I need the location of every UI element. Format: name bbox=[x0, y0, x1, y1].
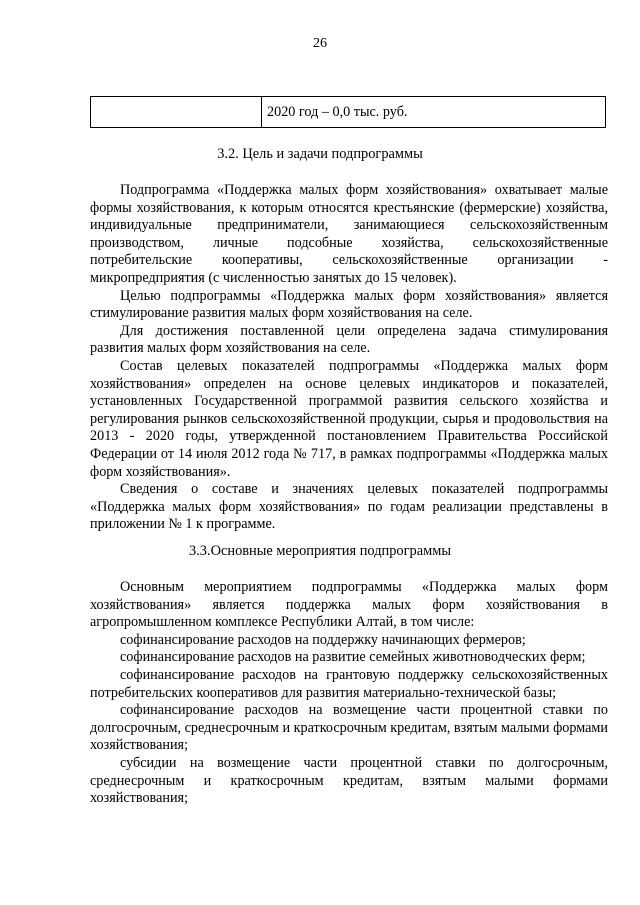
paragraph: Состав целевых показателей подпрограммы «Поддержка малых форм хозяйствования» определен на основе целевых индикаторов и показателей, установленных Государственной программой развития сельского хозяйства и регулирования рынков сельскохозяйственной продукции, сырья и продовольствия на 2013 - 2020 годы, утвержденной постановлением Правительства Российской Федерации от 14 июля 2012 года № 717, в рамках подпрограммы «Поддержка малых форм хозяйствования». bbox=[90, 357, 608, 480]
list-item: софинансирование расходов на возмещение части процентной ставки по долгосрочным, среднесрочным и краткосрочным кредитам, взятым малыми формами хозяйствования; bbox=[90, 702, 608, 754]
section-3-2-body bbox=[90, 182, 608, 534]
table-row bbox=[91, 97, 606, 128]
section-3-3-heading: 3.3.Основные мероприятия подпрограммы bbox=[189, 543, 451, 559]
paragraph: Сведения о составе и значениях целевых показателей подпрограммы «Поддержка малых форм хозяйствования» по годам реализации представлены в приложении № 1 к программе. bbox=[90, 481, 608, 533]
paragraph: Основным мероприятием подпрограммы «Поддержка малых форм хозяйствования» является поддержка малых форм хозяйствования в агропромышленном комплексе Республики Алтай, в том числе: bbox=[90, 579, 608, 631]
table-cell-funding: 2020 год – 0,0 тыс. руб. bbox=[262, 97, 606, 128]
list-item: субсидии на возмещение части процентной ставки по долгосрочным, среднесрочным и краткосрочным кредитам, взятым малыми формами хозяйствования; bbox=[90, 754, 608, 807]
paragraph: Подпрограмма «Поддержка малых форм хозяйствования» охватывает малые формы хозяйствования, к которым относятся крестьянские (фермерские) хозяйства, индивидуальные предприниматели, занимающиеся сельскохозяйственным производством, личные подсобные хозяйства, сельскохозяйственные потребительские кооперативы, сельскохозяйственные организации - микропредприятия (с численностью занятых до 15 человек). bbox=[90, 182, 608, 286]
paragraph: Целью подпрограммы «Поддержка малых форм хозяйствования» является стимулирование развития малых форм хозяйствования на селе. bbox=[90, 287, 608, 322]
list-item: софинансирование расходов на развитие семейных животноводческих ферм; bbox=[120, 649, 586, 666]
list-item: софинансирование расходов на грантовую поддержку сельскохозяйственных потребительских кооперативов для развития материально-технической базы; bbox=[90, 666, 608, 701]
budget-table bbox=[90, 96, 606, 128]
paragraph: Для достижения поставленной цели определена задача стимулирования развития малых форм хозяйствования на селе. bbox=[90, 322, 608, 357]
table-cell-empty bbox=[91, 97, 262, 128]
section-3-2-heading: 3.2. Цель и задачи подпрограммы bbox=[217, 146, 423, 162]
list-item: софинансирование расходов на поддержку начинающих фермеров; bbox=[120, 631, 526, 648]
page-number: 26 bbox=[313, 36, 327, 51]
section-3-3-body bbox=[90, 579, 608, 808]
